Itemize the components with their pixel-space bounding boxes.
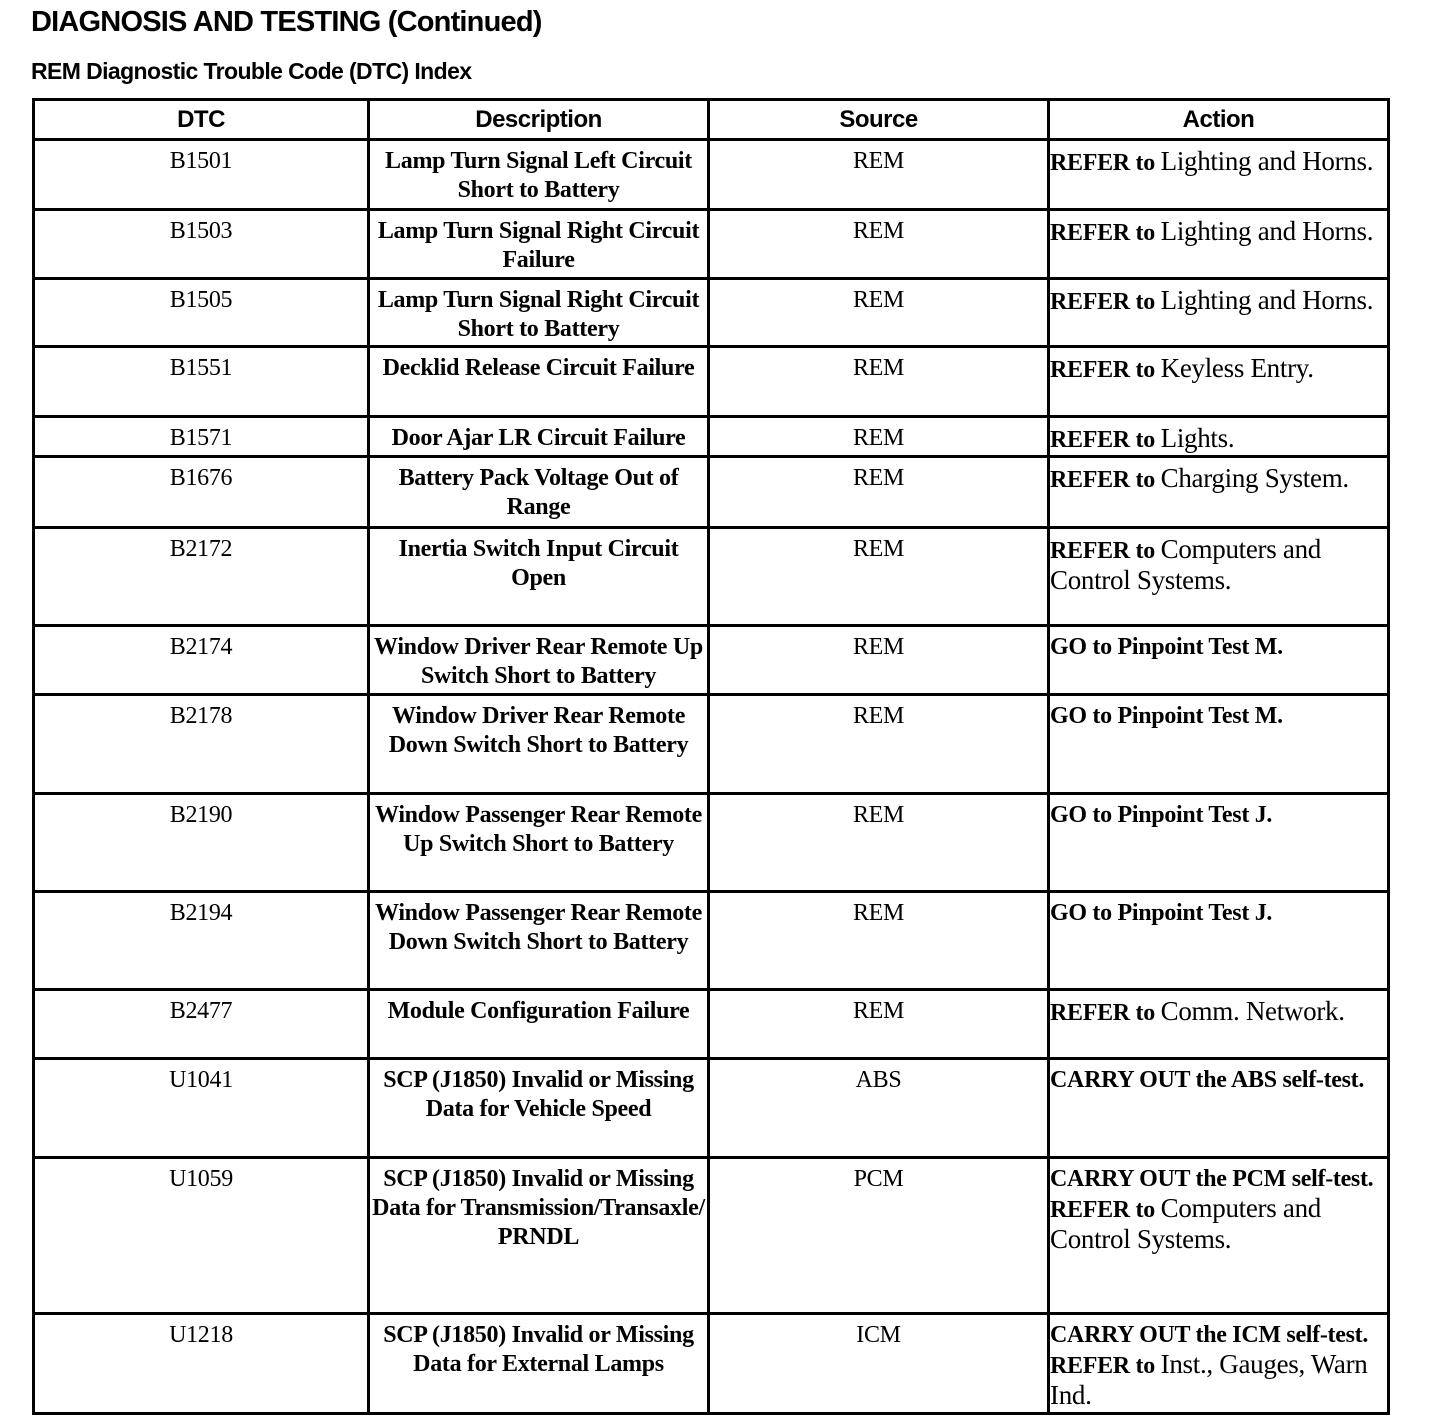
- table-title: REM Diagnostic Trouble Code (DTC) Index: [31, 58, 472, 84]
- dtc-action: [1049, 279, 1389, 347]
- table-row: [34, 279, 1389, 347]
- action-instruction: REFER to: [1050, 220, 1155, 246]
- dtc-source: REM: [709, 279, 1049, 347]
- action-reference: Lighting and Horns.: [1160, 216, 1374, 246]
- dtc-code: B1505: [34, 279, 369, 347]
- dtc-source: REM: [709, 695, 1049, 794]
- dtc-description: Lamp Turn Signal Right Circuit Failure: [369, 210, 709, 279]
- dtc-source: REM: [709, 990, 1049, 1059]
- dtc-description: Lamp Turn Signal Right Circuit Short to Battery: [369, 279, 709, 347]
- table-row: [34, 417, 1389, 457]
- header-row: [34, 100, 1389, 140]
- action-instruction: GO to Pinpoint Test M.: [1050, 634, 1283, 660]
- header-action: Action: [1049, 100, 1389, 140]
- table-row: [34, 528, 1389, 626]
- dtc-description: Lamp Turn Signal Left Circuit Short to Battery: [369, 140, 709, 210]
- action-instruction: GO to Pinpoint Test J.: [1050, 900, 1273, 926]
- table-row: [34, 1059, 1389, 1158]
- action-reference: Lighting and Horns.: [1160, 285, 1374, 315]
- dtc-action: [1049, 1158, 1389, 1314]
- dtc-code: B2178: [34, 695, 369, 794]
- dtc-action: [1049, 417, 1389, 457]
- action-instruction: GO to Pinpoint Test M.: [1050, 703, 1283, 729]
- dtc-action: [1049, 140, 1389, 210]
- action-instruction: REFER to: [1050, 467, 1155, 493]
- dtc-code: U1059: [34, 1158, 369, 1314]
- dtc-action: [1049, 528, 1389, 626]
- action-reference: Computers and Control Systems.: [1050, 534, 1321, 595]
- page-title: DIAGNOSIS AND TESTING (Continued): [31, 6, 542, 38]
- dtc-action: [1049, 794, 1389, 892]
- action-reference: Lighting and Horns.: [1160, 146, 1374, 176]
- action-reference: Computers and Control Systems.: [1050, 1193, 1321, 1254]
- dtc-code: B2194: [34, 892, 369, 990]
- dtc-action: [1049, 626, 1389, 695]
- action-instruction: REFER to: [1050, 1000, 1155, 1026]
- dtc-action: [1049, 990, 1389, 1059]
- action-reference: Keyless Entry.: [1160, 353, 1314, 383]
- action-instruction: CARRY OUT the PCM self-test. REFER to: [1050, 1166, 1374, 1223]
- table-row: [34, 990, 1389, 1059]
- dtc-source: REM: [709, 528, 1049, 626]
- dtc-description: Window Driver Rear Remote Up Switch Short to Battery: [369, 626, 709, 695]
- dtc-index-table: [32, 98, 1390, 1415]
- table-row: [34, 140, 1389, 210]
- dtc-code: B1501: [34, 140, 369, 210]
- table-row: [34, 626, 1389, 695]
- header-dtc: DTC: [34, 100, 369, 140]
- dtc-description: Battery Pack Voltage Out of Range: [369, 457, 709, 528]
- action-reference: Charging System.: [1160, 463, 1349, 493]
- dtc-action: [1049, 457, 1389, 528]
- dtc-source: REM: [709, 626, 1049, 695]
- dtc-action: [1049, 695, 1389, 794]
- dtc-source: ICM: [709, 1314, 1049, 1414]
- table-row: [34, 457, 1389, 528]
- action-instruction: REFER to: [1050, 150, 1155, 176]
- action-instruction: CARRY OUT the ICM self-test. REFER to: [1050, 1322, 1369, 1379]
- dtc-source: REM: [709, 347, 1049, 417]
- dtc-action: [1049, 1314, 1389, 1414]
- table-body: [34, 140, 1389, 1414]
- dtc-source: ABS: [709, 1059, 1049, 1158]
- header-source: Source: [709, 100, 1049, 140]
- action-instruction: CARRY OUT the ABS self-test.: [1050, 1067, 1365, 1093]
- dtc-description: SCP (J1850) Invalid or Missing Data for External Lamps: [369, 1314, 709, 1414]
- dtc-source: PCM: [709, 1158, 1049, 1314]
- table-row: [34, 1158, 1389, 1314]
- table-row: [34, 210, 1389, 279]
- dtc-code: B1571: [34, 417, 369, 457]
- dtc-action: [1049, 1059, 1389, 1158]
- header-description: Description: [369, 100, 709, 140]
- dtc-action: [1049, 892, 1389, 990]
- dtc-source: REM: [709, 457, 1049, 528]
- dtc-description: Decklid Release Circuit Failure: [369, 347, 709, 417]
- dtc-code: U1218: [34, 1314, 369, 1414]
- table-row: [34, 794, 1389, 892]
- table-row: [34, 347, 1389, 417]
- dtc-source: REM: [709, 417, 1049, 457]
- action-instruction: REFER to: [1050, 357, 1155, 383]
- dtc-description: SCP (J1850) Invalid or Missing Data for Vehicle Speed: [369, 1059, 709, 1158]
- action-instruction: REFER to: [1050, 538, 1155, 564]
- dtc-code: B2190: [34, 794, 369, 892]
- dtc-code: B1676: [34, 457, 369, 528]
- table-row: [34, 695, 1389, 794]
- dtc-code: U1041: [34, 1059, 369, 1158]
- dtc-source: REM: [709, 892, 1049, 990]
- dtc-description: Inertia Switch Input Circuit Open: [369, 528, 709, 626]
- dtc-description: Window Passenger Rear Remote Up Switch Short to Battery: [369, 794, 709, 892]
- dtc-description: SCP (J1850) Invalid or Missing Data for Transmission/Transaxle/ PRNDL: [369, 1158, 709, 1314]
- action-reference: Lights.: [1160, 423, 1235, 453]
- dtc-code: B2174: [34, 626, 369, 695]
- dtc-code: B2477: [34, 990, 369, 1059]
- dtc-code: B1503: [34, 210, 369, 279]
- action-reference: Comm. Network.: [1160, 996, 1345, 1026]
- dtc-description: Module Configuration Failure: [369, 990, 709, 1059]
- action-instruction: GO to Pinpoint Test J.: [1050, 802, 1273, 828]
- action-reference: Inst., Gauges, Warn Ind.: [1050, 1349, 1368, 1410]
- action-instruction: REFER to: [1050, 289, 1155, 315]
- dtc-action: [1049, 347, 1389, 417]
- dtc-code: B2172: [34, 528, 369, 626]
- dtc-source: REM: [709, 794, 1049, 892]
- table-row: [34, 1314, 1389, 1414]
- dtc-action: [1049, 210, 1389, 279]
- dtc-description: Door Ajar LR Circuit Failure: [369, 417, 709, 457]
- action-instruction: REFER to: [1050, 427, 1155, 453]
- dtc-description: Window Driver Rear Remote Down Switch Short to Battery: [369, 695, 709, 794]
- dtc-source: REM: [709, 210, 1049, 279]
- table-row: [34, 892, 1389, 990]
- dtc-description: Window Passenger Rear Remote Down Switch Short to Battery: [369, 892, 709, 990]
- dtc-code: B1551: [34, 347, 369, 417]
- dtc-source: REM: [709, 140, 1049, 210]
